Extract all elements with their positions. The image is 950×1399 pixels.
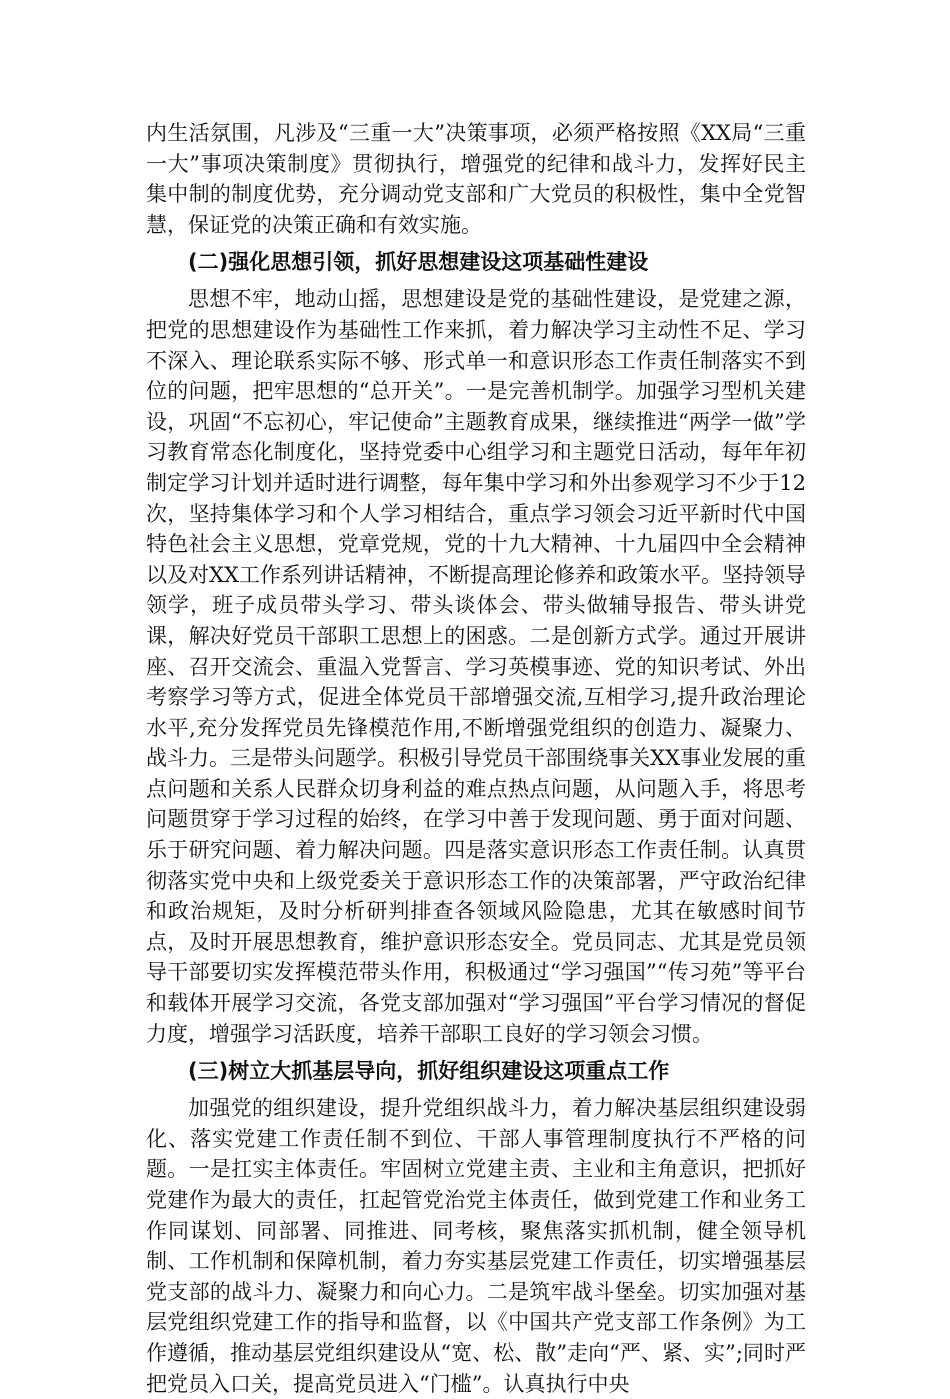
paragraph-continued: 内生活氛围，凡涉及“三重一大”决策事项，必须严格按照《XX局“三重一大”事项决策制度》贯彻执行，增强党的纪律和战斗力，发挥好民主集中制的制度优势，充分调动党支部和广大党员的积极性，集中全党智慧，保证党的决策正确和有效实施。 — [146, 121, 806, 237]
section-heading-2: (二)强化思想引领，抓好思想建设这项基础性建设 — [188, 250, 649, 275]
paragraph-ideology: 思想不牢，地动山摇，思想建设是党的基础性建设，是党建之源，把党的思想建设作为基础性工作来抓，着力解决学习主动性不足、学习不深入、理论联系实际不够、形式单一和意识形态工作责任制落实不到位的问题，把牢思想的“总开关”。一是完善机制学。加强学习型机关建设，巩固“不忘初心，牢记使命”主题教育成果，继续推进“两学一做”学习教育常态化制度化，坚持党委中心组学习和主题党日活动，每年年初制定学习计划并适时进行调整，每年集中学习和外出参观学习不少于12次，坚持集体学习和个人学习相结合，重点学习领会习近平新时代中国特色社会主义思想，党章党规，党的十九大精神、十九届四中全会精神以及对XX工作系列讲话精神，不断提高理论修养和政策水平。坚持领导领学，班子成员带头学习、带头谈体会、带头做辅导报告、带头讲党课，解决好党员干部职工思想上的困惑。二是创新方式学。通过开展讲座、召开交流会、重温入党誓言、学习英模事迹、党的知识考试、外出考察学习等方式，促进全体党员干部增强交流,互相学习,提升政治理论水平,充分发挥党员先锋模范作用,不断增强党组织的创造力、凝聚力、战斗力。三是带头问题学。积极引导党员干部围绕事关XX事业发展的重点问题和关系人民群众切身利益的难点热点问题，从问题入手，将思考问题贯穿于学习过程的始终，在学习中善于发现问题、勇于面对问题、乐于研究问题、着力解决问题。四是落实意识形态工作责任制。认真贯彻落实党中央和上级党委关于意识形态工作的决策部署，严守政治纪律和政治规矩，及时分析研判排查各领域风险隐患，尤其在敏感时间节点，及时开展思想教育，维护意识形态安全。党员同志、尤其是党员领导干部要切实发挥模范带头作用，积极通过“学习强国”“传习苑”等平台和载体开展学习交流，各党支部加强对“学习强国”平台学习情况的督促力度，增强学习活跃度，培养干部职工良好的学习领会习惯。 — [146, 287, 806, 1046]
paragraph-organization: 加强党的组织建设，提升党组织战斗力，着力解决基层组织建设弱化、落实党建工作责任制不到位、干部人事管理制度执行不严格的问题。一是扛实主体责任。牢固树立党建主责、主业和主角意识，把抓好党建作为最大的责任，扛起管党治党主体责任，做到党建工作和业务工作同谋划、同部署、同推进、同考核，聚焦落实抓机制，健全领导机制、工作机制和保障机制，着力夯实基层党建工作责任，切实增强基层党支部的战斗力、凝聚力和向心力。二是筑牢战斗堡垒。切实加强对基层党组织党建工作的指导和监督，以《中国共产党支部工作条例》为工作遵循，推动基层党组织建设从“宽、松、散”走向“严、紧、实”;同时严把党员入口关，提高党员进入“门槛”。认真执行中央 — [146, 1096, 806, 1396]
document-page — [146, 118, 806, 1399]
section-heading-3: (三)树立大抓基层导向，抓好组织建设这项重点工作 — [188, 1059, 670, 1084]
